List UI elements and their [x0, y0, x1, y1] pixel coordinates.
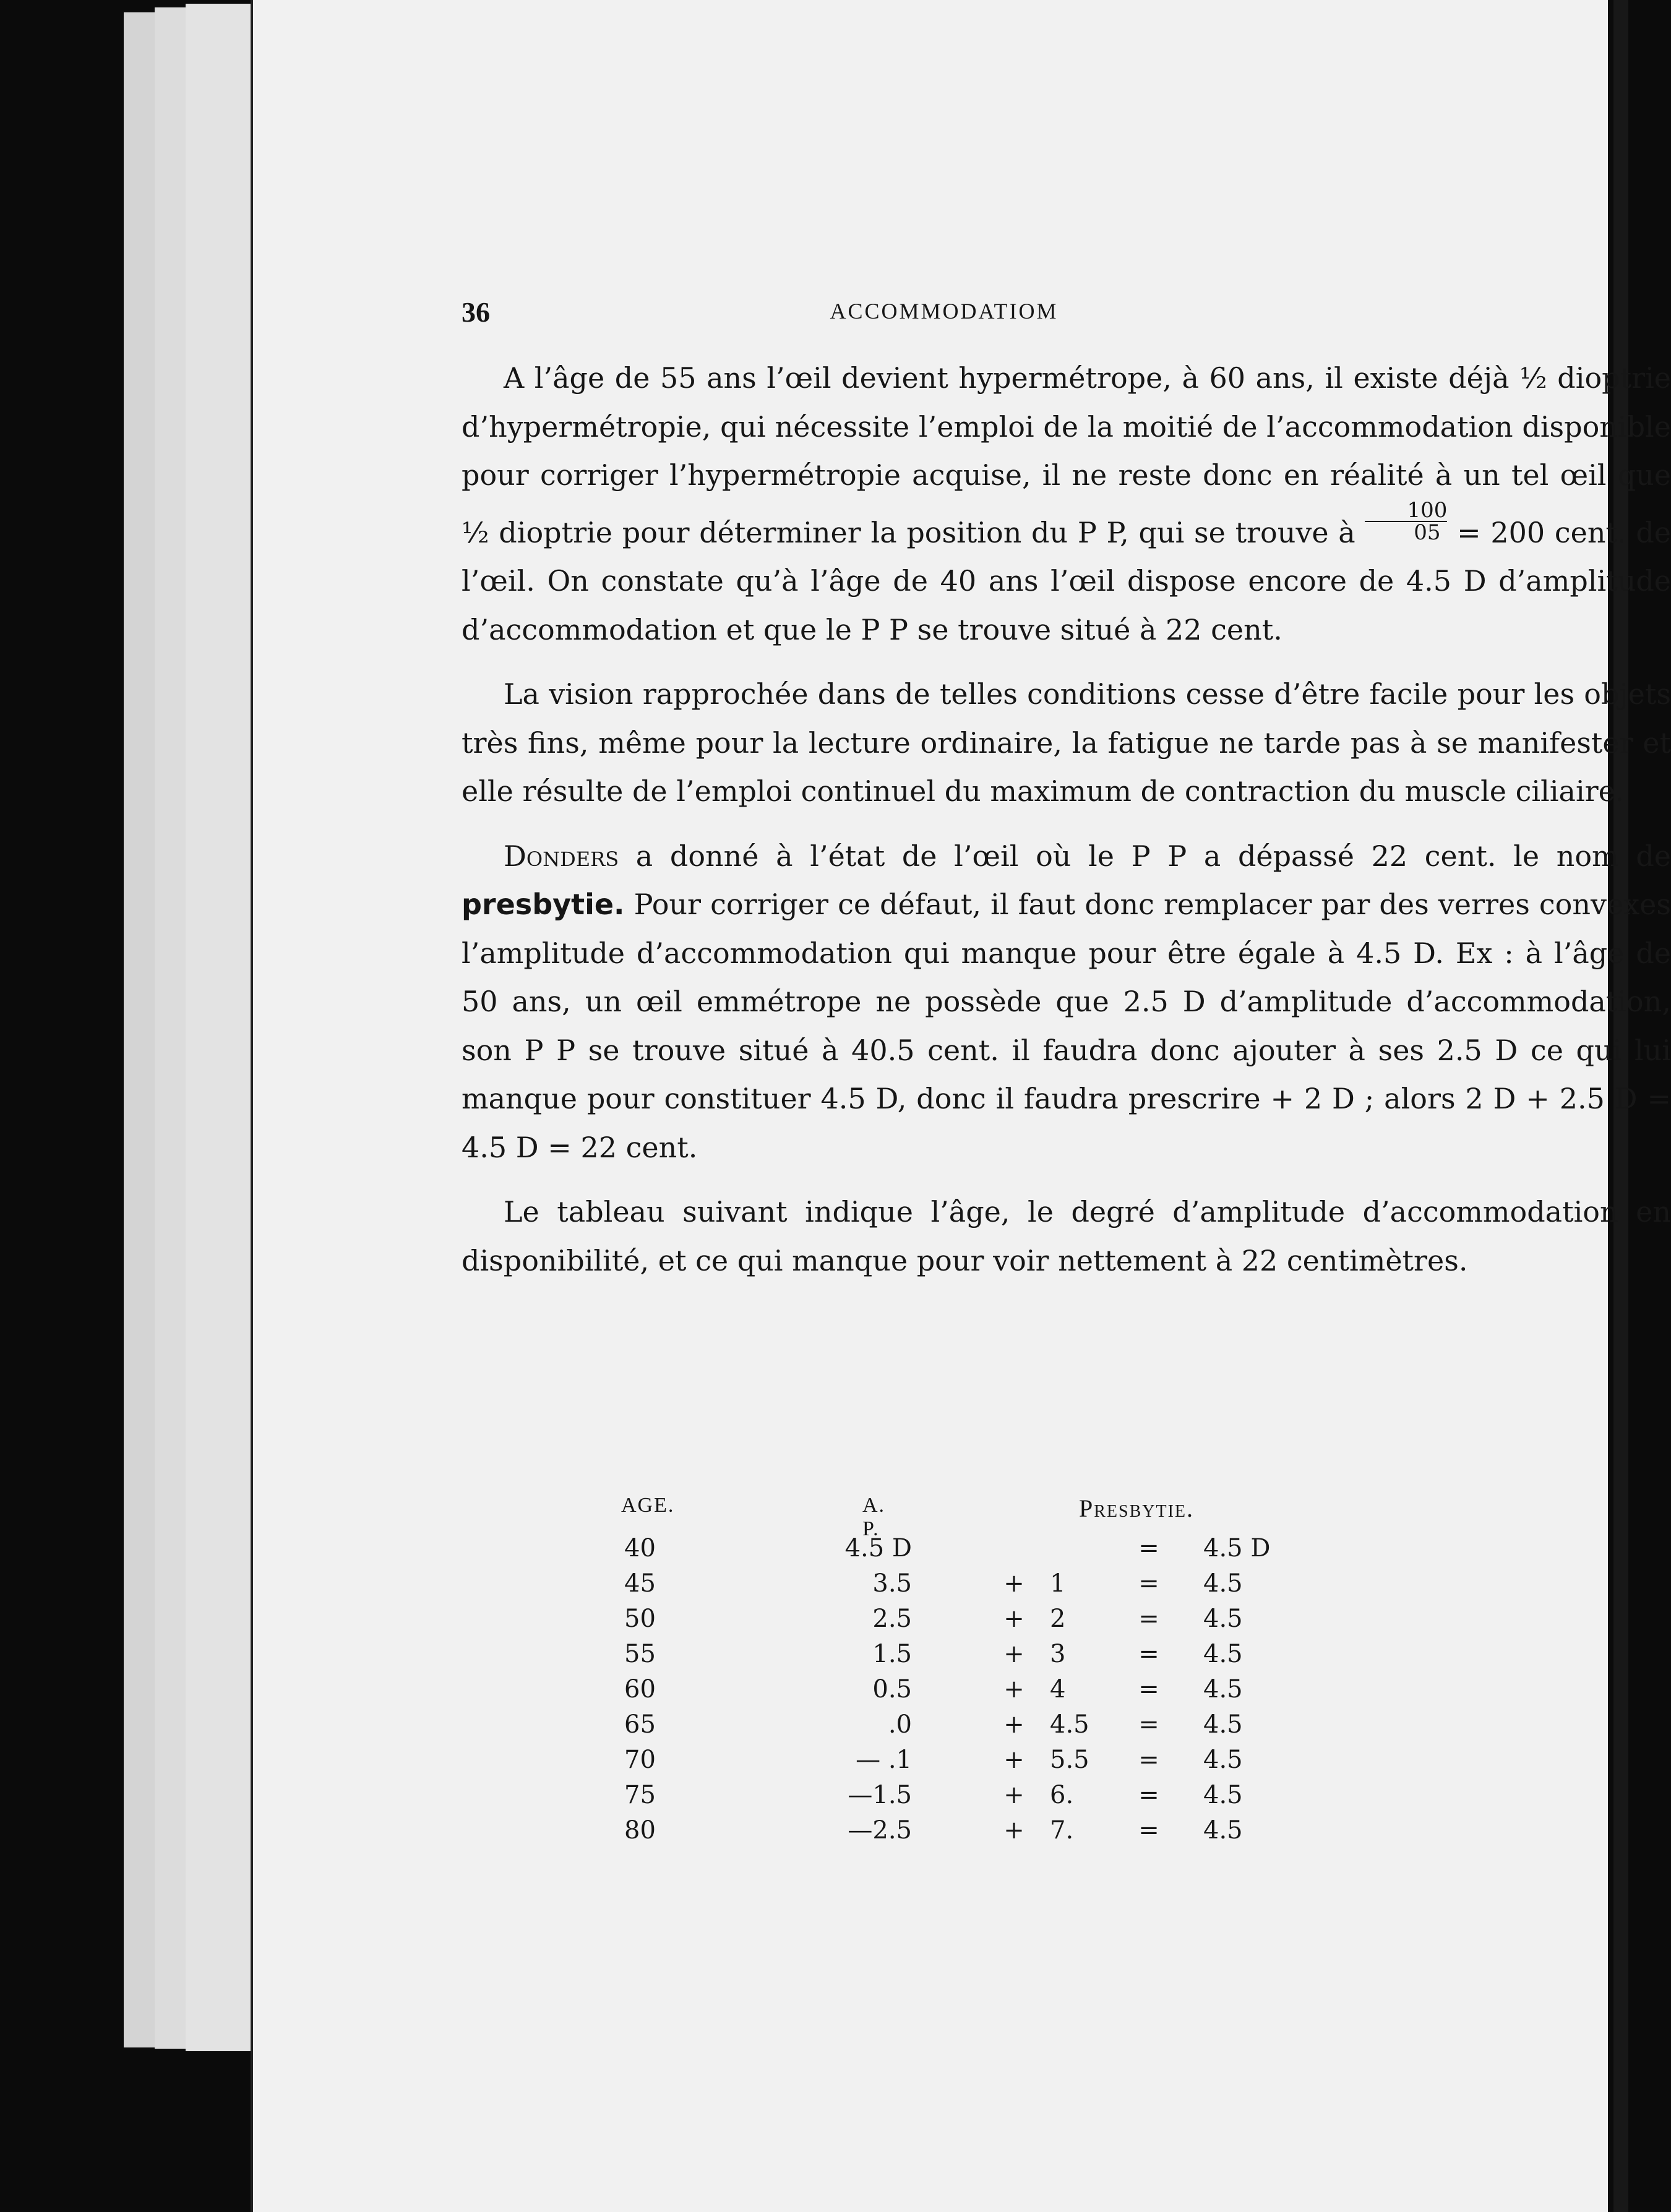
cell-result: 4.5: [1203, 1816, 1243, 1845]
paragraph-1-text-a: A l’âge de 55 ans l’œil devient hypermétrope, à 60 ans, il existe déjà ½ dioptrie d’hypermétropie, qui nécessite l’emploi de la moitié de l’accommodation disponible pour corriger l’hypermétropie acquise, il ne reste donc en réalité à un tel œil que ½ dioptrie pour déterminer la position du P P, qui se trouve à: [462, 361, 1671, 549]
table-row: [624, 1746, 1305, 1780]
cell-eq: =: [1138, 1746, 1159, 1774]
cell-ap: 3.5: [872, 1569, 912, 1598]
cell-ap: 4.5 D: [844, 1534, 912, 1563]
fraction-numerator: 100: [1407, 497, 1448, 523]
cell-ap: — .1: [856, 1746, 912, 1774]
cell-plus: +: [1003, 1675, 1025, 1704]
author-name: Donders: [504, 839, 619, 873]
cell-ap: .0: [888, 1710, 912, 1739]
paragraph-4: Le tableau suivant indique l’âge, le degré d’amplitude d’accommodation en disponibilité, et ce qui manque pour voir nettement à 22 centimètres.: [462, 1195, 1671, 1277]
body-text: [462, 354, 1671, 1301]
cell-eq: =: [1138, 1640, 1159, 1668]
cell-result: 4.5: [1203, 1569, 1243, 1598]
cell-eq: =: [1138, 1534, 1159, 1563]
cell-lens: 3: [1050, 1640, 1066, 1668]
paragraph-1-text-b: = 200 cent. de l’œil. On constate qu’à l’âge de 40 ans l’œil dispose encore de 4.5 D d’amplitude d’accommodation et que le P P se trouve situé à 22 cent.: [462, 515, 1671, 646]
cell-age: 65: [624, 1710, 656, 1739]
cell-lens: 6.: [1050, 1781, 1074, 1809]
cell-age: 40: [624, 1534, 656, 1563]
paragraph-2: La vision rapprochée dans de telles conditions cesse d’être facile pour les objets très fins, même pour la lecture ordinaire, la fatigue ne tarde pas à se manifester et elle résulte de l’emploi continuel du maximum de contraction du muscle ciliaire.: [462, 677, 1671, 808]
table-row: [624, 1781, 1305, 1815]
table-row: [624, 1534, 1305, 1569]
header-age: AGE.: [621, 1494, 675, 1517]
cell-age: 55: [624, 1640, 656, 1668]
cell-plus: +: [1003, 1640, 1025, 1668]
paragraph-3: [462, 832, 1671, 1172]
cell-lens: 2: [1050, 1605, 1066, 1633]
cell-plus: +: [1003, 1569, 1025, 1598]
cell-eq: =: [1138, 1710, 1159, 1739]
header-ap: A. P.: [862, 1494, 886, 1540]
cell-eq: =: [1138, 1781, 1159, 1809]
cell-age: 60: [624, 1675, 656, 1704]
cell-ap: 1.5: [872, 1640, 912, 1668]
cell-ap: 2.5: [872, 1605, 912, 1633]
cell-result: 4.5: [1203, 1605, 1243, 1633]
cell-result: 4.5: [1203, 1746, 1243, 1774]
table-row: [624, 1569, 1305, 1604]
table-row: [624, 1675, 1305, 1710]
cell-result: 4.5: [1203, 1640, 1243, 1668]
cell-plus: +: [1003, 1746, 1025, 1774]
table-row: [624, 1640, 1305, 1674]
cell-plus: +: [1003, 1605, 1025, 1633]
table-row: [624, 1605, 1305, 1639]
cell-lens: 1: [1050, 1569, 1066, 1598]
running-title: ACCOMMODATIOM: [830, 299, 1059, 324]
paragraph-3-text-b: Pour corriger ce défaut, il faut donc remplacer par des verres convexes l’amplitude d’accommodation qui manque pour être égale à 4.5 D. Ex : à l’âge de 50 ans, un œil emmétrope ne possède que 2.5 D d’amplitude d’accommodation, son P P se trouve situé à 40.5 cent. il faudra donc ajouter à ses 2.5 D ce qui lui manque pour constituer 4.5 D, donc il faudra prescrire + 2 D ; alors 2 D + 2.5 D = 4.5 D = 22 cent.: [462, 888, 1671, 1164]
fraction: [1365, 497, 1448, 545]
cell-ap: 0.5: [872, 1675, 912, 1704]
table-row: [624, 1816, 1305, 1851]
cell-lens: 4: [1050, 1675, 1066, 1704]
cell-age: 45: [624, 1569, 656, 1598]
cell-eq: =: [1138, 1569, 1159, 1598]
term-presbytie: presbytie.: [462, 888, 625, 922]
cell-plus: +: [1003, 1816, 1025, 1845]
paragraph-1: [462, 354, 1671, 654]
cell-result: 4.5: [1203, 1710, 1243, 1739]
page-number: 36: [462, 296, 490, 328]
cell-plus: +: [1003, 1781, 1025, 1809]
header-presbytie: Presbytie.: [1079, 1494, 1195, 1522]
cell-age: 50: [624, 1605, 656, 1633]
cell-result: 4.5 D: [1203, 1534, 1271, 1563]
cell-result: 4.5: [1203, 1675, 1243, 1704]
cell-lens: 5.5: [1050, 1746, 1089, 1774]
cell-lens: 4.5: [1050, 1710, 1089, 1739]
cell-eq: =: [1138, 1605, 1159, 1633]
book-page: [251, 0, 1671, 2212]
running-head: [462, 296, 1427, 333]
fraction-denominator: 05: [1365, 521, 1447, 543]
cell-lens: 7.: [1050, 1816, 1074, 1845]
page-edge-3: [186, 4, 256, 2051]
table-row: [624, 1710, 1305, 1745]
cell-age: 70: [624, 1746, 656, 1774]
cell-age: 80: [624, 1816, 656, 1845]
cell-result: 4.5: [1203, 1781, 1243, 1809]
cell-eq: =: [1138, 1675, 1159, 1704]
cell-ap: —1.5: [848, 1781, 912, 1809]
cell-ap: —2.5: [848, 1816, 912, 1845]
cell-age: 75: [624, 1781, 656, 1809]
cell-plus: +: [1003, 1710, 1025, 1739]
paragraph-3-text-a: a donné à l’état de l’œil où le P P a dépassé 22 cent. le nom de: [619, 839, 1671, 873]
cell-eq: =: [1138, 1816, 1159, 1845]
